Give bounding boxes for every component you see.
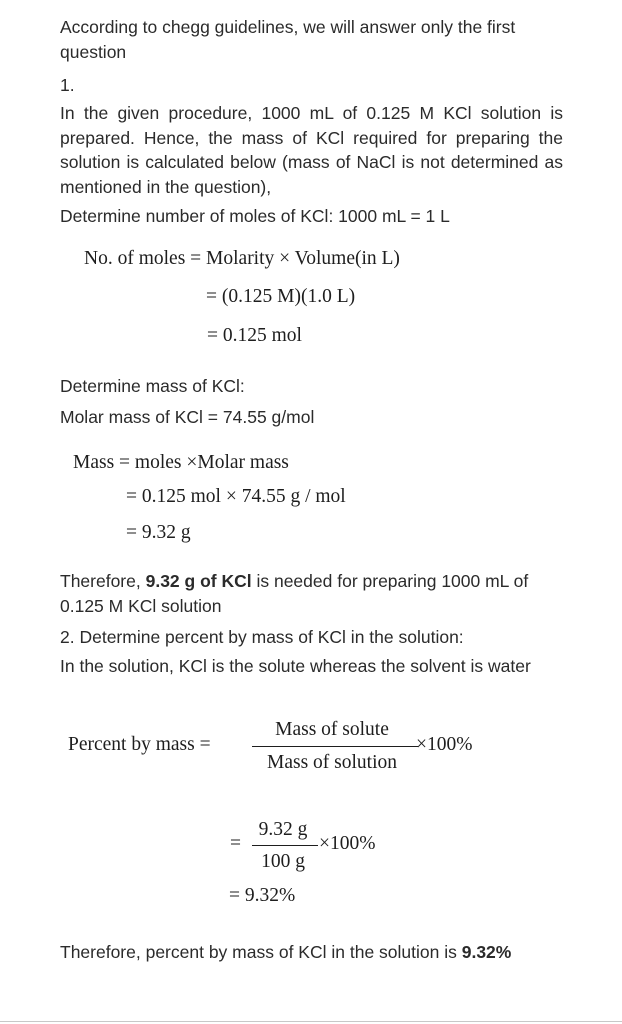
therefore-mass-suffix: is needed for preparing 1000 mL of 0.125 M KCl solution xyxy=(60,571,529,616)
question-2-paragraph: In the solution, KCl is the solute whereas the solvent is water xyxy=(60,656,531,676)
therefore-mass-bold: 9.32 g of KCl xyxy=(145,571,252,591)
intro-text: According to chegg guidelines, we will answer only the first question xyxy=(60,17,516,62)
fraction-bar-1 xyxy=(252,746,418,747)
percent-denominator: Mass of solution xyxy=(266,752,397,773)
therefore-mass-prefix: Therefore, xyxy=(60,571,146,591)
mass-equation-line-2: = 0.125 mol × 74.55 g / mol xyxy=(126,486,346,507)
mass-equation-line-3: = 9.32 g xyxy=(126,522,191,543)
percent-equal-sign: = xyxy=(230,833,241,854)
question-1-number: 1. xyxy=(60,75,75,95)
moles-equation-line-1: No. of moles = Molarity × Volume(in L) xyxy=(84,248,400,269)
question-2-heading: 2. Determine percent by mass of KCl in the solution: xyxy=(60,627,464,647)
moles-heading: Determine number of moles of KCl: 1000 mL = 1 L xyxy=(60,206,450,226)
percent-factor: ×100% xyxy=(416,734,473,755)
percent-numerator-value: 9.32 g xyxy=(258,819,308,840)
fraction-bar-2 xyxy=(252,845,318,846)
moles-equation-line-2: = (0.125 M)(1.0 L) xyxy=(206,286,356,307)
therefore-mass-text xyxy=(60,569,563,618)
moles-equation-line-3: = 0.125 mol xyxy=(207,325,302,346)
percent-factor-2: ×100% xyxy=(319,833,376,854)
percent-result: = 9.32% xyxy=(229,885,296,906)
percent-numerator: Mass of solute xyxy=(275,719,389,740)
bottom-divider xyxy=(0,1021,622,1022)
percent-denominator-value: 100 g xyxy=(261,851,305,872)
therefore-percent-prefix: Therefore, percent by mass of KCl in the solution is xyxy=(60,942,462,962)
molar-mass-line: Molar mass of KCl = 74.55 g/mol xyxy=(60,407,315,427)
percent-label: Percent by mass = xyxy=(68,734,211,755)
mass-heading: Determine mass of KCl: xyxy=(60,376,245,396)
therefore-percent-bold: 9.32% xyxy=(461,942,512,962)
question-1-paragraph: In the given procedure, 1000 mL of 0.125 M KCl solution is prepared. Hence, the mass of KCl required for preparing the solution is calculated below (mass of NaCl is not determined as mentioned in the question), xyxy=(60,103,563,197)
therefore-percent-text xyxy=(60,940,563,965)
mass-equation-line-1: Mass = moles ×Molar mass xyxy=(73,452,289,473)
